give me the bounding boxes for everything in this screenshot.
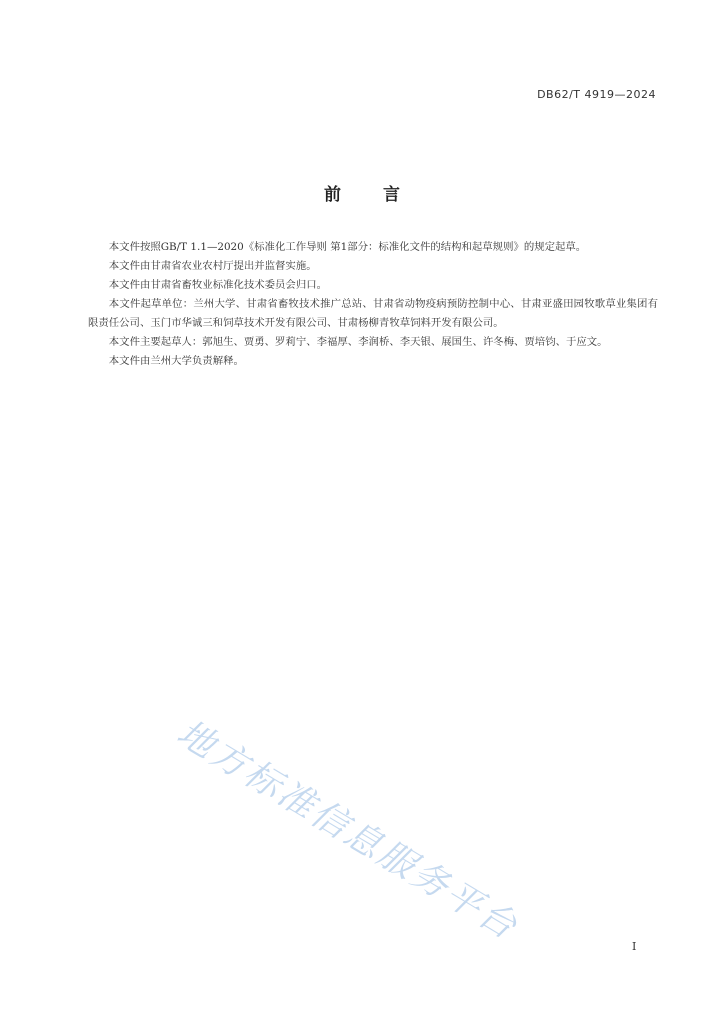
paragraph-drafters: 本文件主要起草人：郭旭生、贾勇、罗莉宁、李福厚、李润桥、李天银、展国生、许冬梅、贾培钧、于应文。 [108, 336, 608, 348]
document-code: DB62/T 4919—2024 [537, 88, 656, 101]
page-number: I [632, 940, 637, 953]
page-title: 前言 [324, 185, 442, 205]
foreword-body [88, 238, 658, 371]
paragraph-interpretation: 本文件由兰州大学负责解释。 [108, 355, 244, 367]
watermark: 地方标准信息服务平台 [169, 712, 526, 949]
paragraph-drafting-units: 本文件起草单位：兰州大学、甘肃省畜牧技术推广总站、甘肃省动物疫病预防控制中心、甘肃亚盛田园牧歌草业集团有限责任公司、玉门市华诚三和饲草技术开发有限公司、甘肃杨柳青牧草饲料开发有限公司。 [88, 298, 658, 329]
paragraph-committee: 本文件由甘肃省畜牧业标准化技术委员会归口。 [108, 279, 327, 291]
paragraph-drafting-rules: 本文件按照GB/T 1.1—2020《标准化工作导则 第1部分：标准化文件的结构和起草规则》的规定起草。 [108, 241, 587, 253]
paragraph-proposer: 本文件由甘肃省农业农村厅提出并监督实施。 [108, 260, 317, 272]
